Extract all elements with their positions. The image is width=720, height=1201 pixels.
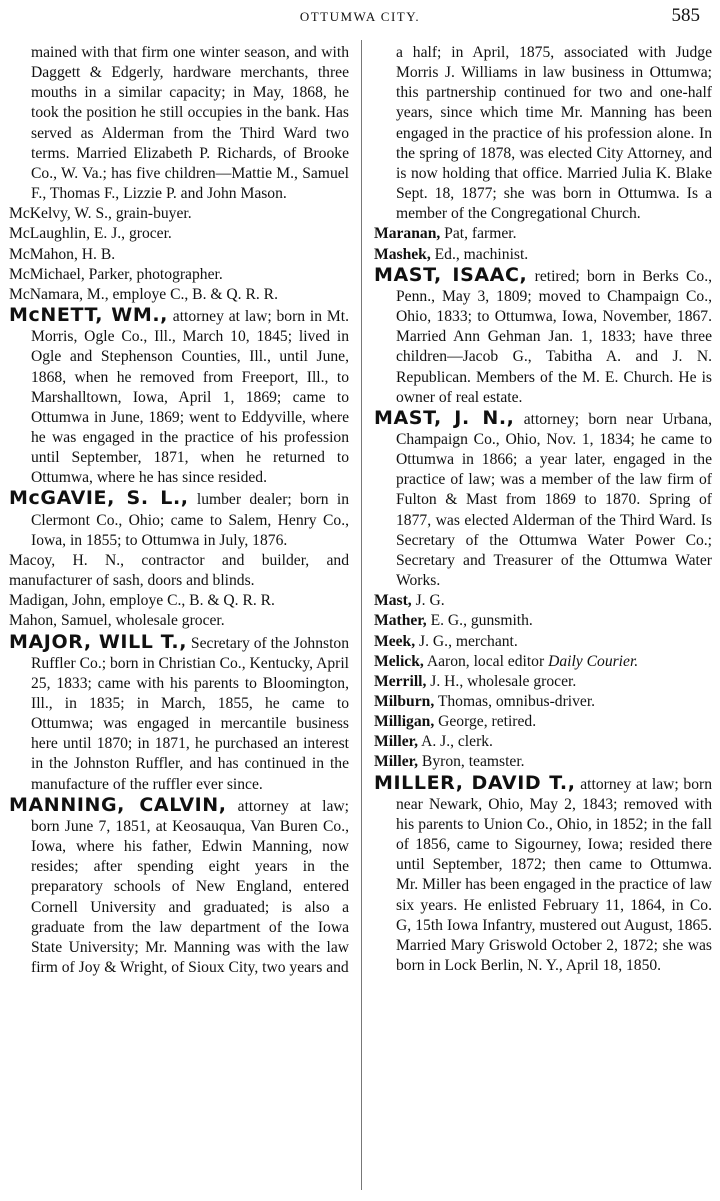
- directory-entry: [374, 224, 712, 244]
- entry-text: attorney at law; born in Mt. Morris, Ogle Co., Ill., March 10, 1845; lived in Ogle and Stephenson Counties, Ill., until June, 1868, when he removed from Freeport, Ill., to Marshalltown, Iowa, April 1, 1869; came to Ottumwa in June, 1869; went to Eddyville, where he was engaged in the practice of his profession until September, 1871, when he returned to Ottumwa, where he has since resided.: [31, 308, 349, 487]
- entry-text: Macoy, H. N., contractor and builder, and manufacturer of sash, doors and blinds.: [9, 551, 349, 590]
- entry-surname: Mather,: [374, 612, 427, 630]
- entry-text: Pat, farmer.: [440, 225, 517, 243]
- entry-text: McMichael, Parker, photographer.: [9, 265, 223, 283]
- entry-text: Secretary of the Johnston Ruffler Co.; born in Christian Co., Kentucky, April 25, 1833; came with his parents to Bloomington, Ill., in 1835; in March, 1855, he came to Ottumwa; was engaged in mercantile business here until 1870; in 1871, he purchased an interest in the Johnston Ruffler, and has continued in the manufacture of the ruffler ever since.: [31, 634, 350, 793]
- entry-surname: Merrill,: [374, 672, 427, 690]
- entry-name: MAJOR, WILL T.,: [9, 630, 188, 653]
- entry-name: MANNING, CALVIN,: [9, 793, 227, 816]
- entry-text: attorney at law; born June 7, 1851, at Keosauqua, Van Buren Co., Iowa, where his father, Edwin Manning, now resides; after spending eight years in the preparatory schools of New England, entered Cornell University and graduated; is also a graduate from the law department of the Iowa State University; Mr. Manning was with the law firm of Joy & Wright, of Sioux City, two years and: [31, 797, 349, 977]
- directory-entry: [9, 224, 349, 244]
- continued-entry: [374, 43, 712, 224]
- directory-entry: [374, 672, 712, 692]
- entry-text: Ed., machinist.: [430, 245, 529, 263]
- entry-surname: Maranan,: [374, 225, 441, 243]
- entry-text: lumber dealer; born in Clermont Co., Ohio; came to Salem, Henry Co., Iowa, in 1855; to Ottumwa in July, 1876.: [31, 491, 349, 549]
- entry-name: MILLER, DAVID T.,: [374, 771, 576, 794]
- entry-name: MAST, J. N.,: [374, 406, 515, 429]
- entry-surname: Miller,: [374, 733, 419, 751]
- entry-surname: Mashek,: [374, 245, 431, 263]
- page-header: [0, 4, 720, 28]
- directory-entry: [374, 712, 712, 732]
- directory-entry: [9, 285, 349, 305]
- directory-entry: [9, 204, 349, 224]
- entry-surname: Milburn,: [374, 693, 435, 710]
- directory-entry: [374, 245, 712, 265]
- entry-text: Madigan, John, employe C., B. & Q. R. R.: [9, 592, 275, 610]
- entry-text: Mahon, Samuel, wholesale grocer.: [9, 612, 225, 630]
- directory-entry: [374, 591, 712, 611]
- entry-text: J. G., merchant.: [415, 632, 518, 650]
- entry-text: a half; in April, 1875, associated with Judge Morris J. Williams in law business in Ottumwa; this partnership continued for two and one-half years, since which time Mr. Manning has been engaged in the practice of his profession alone. In the spring of 1878, was elected City Attorney, and is now holding that office. Married Julia K. Blake Sept. 18, 1877; she was born in Ottumwa. Is a member of the Congregational Church.: [396, 44, 712, 223]
- entry-surname: Mast,: [374, 592, 412, 610]
- entry-text: E. G., gunsmith.: [426, 612, 533, 630]
- directory-entry: [9, 551, 349, 591]
- entry-name: McGAVIE, S. L.,: [9, 487, 189, 510]
- entry-text: mained with that firm one winter season, and with Daggett & Edgerly, hardware merchants, three mouths in a similar capacity; in May, 1868, he took the position he still occupies in the bank. Has served as Alderman from the Third Ward two terms. Married Elizabeth P. Richards, of Brooke Co., W. Va.; has five children—Mattie M., Samuel F., Thomas F., Lizzie P. and John Mason.: [31, 44, 349, 203]
- directory-entry: [9, 591, 349, 611]
- entry-text: Aaron, local editor: [423, 652, 549, 670]
- entry-surname: Milligan,: [374, 713, 435, 731]
- biography-entry: [374, 265, 712, 408]
- directory-entry: [374, 632, 712, 652]
- entry-text: McKelvy, W. S., grain-buyer.: [9, 205, 192, 223]
- biography-entry: [9, 488, 349, 550]
- entry-text: Byron, teamster.: [418, 753, 525, 771]
- directory-entry: [374, 732, 712, 752]
- entry-text: J. G.: [411, 592, 445, 610]
- entry-text: A. J., clerk.: [418, 733, 493, 751]
- running-head: OTTUMWA CITY.: [299, 9, 421, 24]
- entry-text: retired; born in Berks Co., Penn., May 3, 1809; moved to Champaign Co., Ohio, 1833; to Ottumwa, Iowa, November, 1867. Married Ann Gehman Jan. 1, 1833; have three children—Jacob G., Tabitha A. and J. N. Republican. Members of the M. E. Church. He is owner of real estate.: [396, 267, 713, 406]
- entry-text: attorney at law; born near Newark, Ohio, May 2, 1843; removed with his parents to Union Co., Ohio, in 1852; in the fall of 1856, came to Sigourney, Iowa; resided there until September, 1872; then came to Ottumwa. Mr. Miller has been engaged in the practice of law six years. He enlisted February 11, 1864, in Co. G, 15th Iowa Infantry, mustered out August, 1865. Married Mary Griswold October 2, 1872; she was born in Lock Berlin, N. Y., April 18, 1850.: [396, 775, 712, 975]
- entry-italic-text: Daily Courier.: [548, 652, 639, 670]
- entry-text: McNamara, M., employe C., B. & Q. R. R.: [9, 285, 278, 303]
- biography-entry: [374, 773, 712, 977]
- directory-entry: [374, 752, 712, 772]
- entry-surname: Meek,: [374, 632, 416, 650]
- directory-entry: [9, 611, 349, 631]
- directory-entry: [9, 245, 349, 265]
- column-rule: [361, 40, 362, 1190]
- directory-entry: [374, 652, 712, 672]
- entry-text: Thomas, omnibus-driver.: [434, 693, 596, 710]
- entry-text: J. H., wholesale grocer.: [426, 672, 577, 690]
- entry-name: MAST, ISAAC,: [374, 263, 528, 286]
- page-number: 585: [671, 5, 700, 26]
- biography-entry: [374, 408, 712, 591]
- entry-text: George, retired.: [434, 713, 537, 731]
- entry-text: McLaughlin, E. J., grocer.: [9, 225, 172, 243]
- directory-entry: [374, 692, 712, 712]
- entry-surname: Melick,: [374, 652, 424, 670]
- biography-entry: [9, 795, 349, 978]
- entry-name: McNETT, WM.,: [9, 304, 168, 327]
- directory-entry: [374, 611, 712, 631]
- left-column: [9, 43, 349, 978]
- directory-entry: [9, 265, 349, 285]
- continued-entry: [9, 43, 349, 204]
- biography-entry: [9, 305, 349, 488]
- entry-text: McMahon, H. B.: [9, 245, 116, 263]
- entry-text: attorney; born near Urbana, Champaign Co., Ohio, Nov. 1, 1834; he came to Ottumwa in 1866; a year later, engaged in the practice of law; was a member of the law firm of Fulton & Mast from 1869 to 1870. Spring of 1877, was elected Alderman of the Third Ward. Is Secretary of the Ottumwa Water Power Co.; Secretary and Treasurer of the Ottumwa Water Works.: [396, 410, 712, 590]
- biography-entry: [9, 632, 349, 795]
- entry-surname: Miller,: [374, 753, 419, 771]
- right-column: [374, 43, 712, 976]
